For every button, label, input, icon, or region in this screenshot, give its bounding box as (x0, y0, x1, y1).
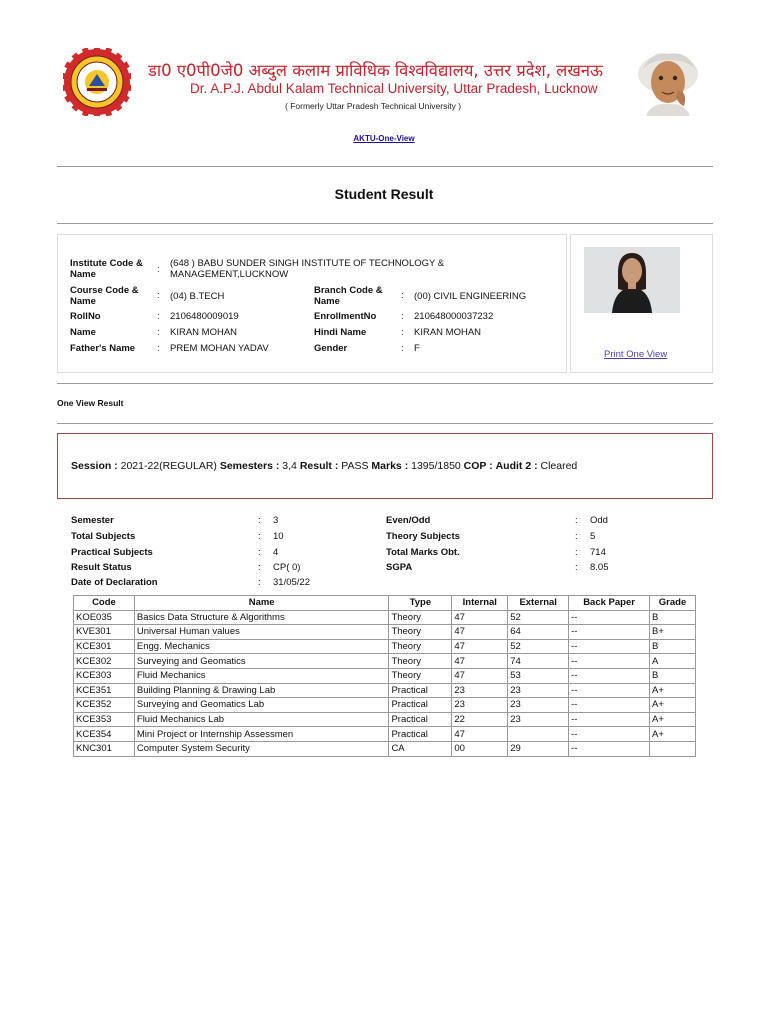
result-status-value: CP( 0) (273, 562, 301, 573)
aktu-one-view-link[interactable]: AKTU-One-View (353, 134, 415, 143)
gender-value: F (414, 343, 420, 354)
subject-type: CA (389, 741, 452, 756)
internal-marks: 23 (452, 698, 508, 713)
subject-code: KCE354 (74, 727, 135, 742)
colon: : (258, 577, 261, 588)
colon: : (401, 343, 404, 354)
semesters-value: 3,4 (282, 460, 297, 472)
subject-name: Computer System Security (134, 741, 389, 756)
internal-marks: 47 (452, 610, 508, 625)
grade: A+ (650, 712, 696, 727)
founder-portrait-image (632, 46, 702, 116)
name-label: Name (70, 327, 96, 338)
grade (650, 741, 696, 756)
back-paper: -- (569, 668, 650, 683)
internal-marks: 22 (452, 712, 508, 727)
table-row (74, 683, 696, 698)
even-odd-label: Even/Odd (386, 515, 431, 526)
student-photo-panel (570, 234, 713, 373)
audit-value: Cleared (540, 460, 578, 472)
grade: A+ (650, 698, 696, 713)
semesters-label: Semesters : (219, 460, 280, 472)
session-label: Session : (71, 460, 118, 472)
institute-label: Institute Code & Name (70, 258, 143, 280)
subject-type: Practical (389, 727, 452, 742)
table-row (74, 639, 696, 654)
subject-name: Surveying and Geomatics (134, 654, 389, 669)
colon: : (575, 515, 578, 526)
university-seal-logo (63, 48, 131, 116)
divider (57, 383, 713, 384)
session-summary-panel (57, 433, 713, 499)
subject-name: Mini Project or Internship Assessmen (134, 727, 389, 742)
internal-marks: 47 (452, 639, 508, 654)
external-marks: 23 (508, 683, 569, 698)
declaration-date-label: Date of Declaration (71, 577, 158, 588)
internal-marks: 47 (452, 654, 508, 669)
table-row (74, 712, 696, 727)
column-header-grade: Grade (650, 596, 696, 611)
column-header-code: Code (74, 596, 135, 611)
declaration-date-value: 31/05/22 (273, 577, 310, 588)
student-photo (584, 247, 680, 313)
colon: : (157, 343, 160, 354)
session-value: 2021-22(REGULAR) (120, 460, 217, 472)
result-value: PASS (341, 460, 369, 472)
colon: : (258, 547, 261, 558)
subject-type: Practical (389, 698, 452, 713)
audit-label: Audit 2 : (495, 460, 538, 472)
subject-code: KVE301 (74, 625, 135, 640)
column-header-type: Type (389, 596, 452, 611)
cop-label: COP : (463, 460, 493, 472)
internal-marks: 47 (452, 727, 508, 742)
branch-value: (00) CIVIL ENGINEERING (414, 291, 527, 302)
external-marks (508, 727, 569, 742)
father-name-value: PREM MOHAN YADAV (170, 343, 269, 354)
result-status-label: Result Status (71, 562, 132, 573)
colon: : (157, 290, 160, 301)
colon: : (258, 531, 261, 542)
external-marks: 74 (508, 654, 569, 669)
table-row (74, 654, 696, 669)
father-name-label: Father's Name (70, 343, 136, 354)
column-header-internal: Internal (452, 596, 508, 611)
table-row (74, 727, 696, 742)
subject-name: Fluid Mechanics Lab (134, 712, 389, 727)
external-marks: 23 (508, 698, 569, 713)
subject-code: KCE351 (74, 683, 135, 698)
theory-subjects-label: Theory Subjects (386, 531, 460, 542)
back-paper: -- (569, 683, 650, 698)
total-marks-value: 714 (590, 547, 606, 558)
table-row (74, 610, 696, 625)
university-formerly-note: ( Formerly Uttar Pradesh Technical University ) (285, 101, 462, 111)
back-paper: -- (569, 639, 650, 654)
external-marks: 23 (508, 712, 569, 727)
colon: : (575, 531, 578, 542)
course-label: Course Code & Name (70, 285, 139, 307)
divider (57, 223, 713, 224)
external-marks: 53 (508, 668, 569, 683)
session-summary-line (71, 460, 577, 472)
subject-type: Theory (389, 610, 452, 625)
divider (57, 166, 713, 167)
subject-name: Basics Data Structure & Algorithms (134, 610, 389, 625)
university-header (0, 40, 768, 120)
practical-subjects-label: Practical Subjects (71, 547, 153, 558)
rollno-value: 2106480009019 (170, 311, 239, 322)
colon: : (575, 547, 578, 558)
hindi-name-label: Hindi Name (314, 327, 367, 338)
marks-value: 1395/1850 (411, 460, 461, 472)
university-name-english: Dr. A.P.J. Abdul Kalam Technical University, Uttar Pradesh, Lucknow (190, 81, 598, 96)
sgpa-value: 8.05 (590, 562, 609, 573)
total-subjects-label: Total Subjects (71, 531, 136, 542)
enrollment-value: 210648000037232 (414, 311, 494, 322)
back-paper: -- (569, 610, 650, 625)
column-header-external: External (508, 596, 569, 611)
subject-code: KCE353 (74, 712, 135, 727)
subject-type: Theory (389, 668, 452, 683)
divider (57, 423, 713, 424)
colon: : (401, 290, 404, 301)
semester-value: 3 (273, 515, 279, 526)
one-view-result-heading: One View Result (57, 398, 124, 408)
column-header-name: Name (134, 596, 389, 611)
colon: : (575, 562, 578, 573)
grades-table (73, 595, 696, 757)
internal-marks: 23 (452, 683, 508, 698)
subject-name: Surveying and Geomatics Lab (134, 698, 389, 713)
external-marks: 52 (508, 610, 569, 625)
back-paper: -- (569, 727, 650, 742)
grade: A (650, 654, 696, 669)
internal-marks: 47 (452, 668, 508, 683)
subject-type: Theory (389, 654, 452, 669)
grade: A+ (650, 727, 696, 742)
university-name-hindi: डा0 ए0पी0जे0 अब्दुल कलाम प्राविधिक विश्वविद्यालय, उत्तर प्रदेश, लखनऊ (148, 61, 603, 80)
colon: : (401, 327, 404, 338)
grade: B (650, 610, 696, 625)
subject-code: KCE302 (74, 654, 135, 669)
name-value: KIRAN MOHAN (170, 327, 238, 338)
marks-label: Marks : (371, 460, 409, 472)
rollno-label: RollNo (70, 311, 101, 322)
total-marks-label: Total Marks Obt. (386, 547, 460, 558)
subject-name: Engg. Mechanics (134, 639, 389, 654)
column-header-back-paper: Back Paper (569, 596, 650, 611)
colon: : (157, 264, 160, 275)
subject-name: Fluid Mechanics (134, 668, 389, 683)
table-header-row (74, 596, 696, 611)
table-row (74, 698, 696, 713)
total-subjects-value: 10 (273, 531, 284, 542)
semester-label: Semester (71, 515, 114, 526)
back-paper: -- (569, 741, 650, 756)
subject-code: KCE301 (74, 639, 135, 654)
grade: A+ (650, 683, 696, 698)
table-row (74, 741, 696, 756)
subject-type: Practical (389, 683, 452, 698)
student-info-panel (57, 234, 567, 373)
colon: : (401, 311, 404, 322)
institute-value: (648 ) BABU SUNDER SINGH INSTITUTE OF TECHNOLOGY & MANAGEMENT,LUCKNOW (170, 258, 445, 280)
subject-type: Theory (389, 625, 452, 640)
result-label: Result : (299, 460, 339, 472)
grade: B (650, 639, 696, 654)
theory-subjects-value: 5 (590, 531, 596, 542)
table-row (74, 668, 696, 683)
colon: : (258, 515, 261, 526)
external-marks: 64 (508, 625, 569, 640)
internal-marks: 00 (452, 741, 508, 756)
back-paper: -- (569, 625, 650, 640)
subject-code: KNC301 (74, 741, 135, 756)
subject-name: Building Planning & Drawing Lab (134, 683, 389, 698)
external-marks: 29 (508, 741, 569, 756)
table-row (74, 625, 696, 640)
branch-label: Branch Code & Name (314, 285, 383, 307)
subject-type: Practical (389, 712, 452, 727)
internal-marks: 47 (452, 625, 508, 640)
grade: B (650, 668, 696, 683)
grade: B+ (650, 625, 696, 640)
subject-name: Universal Human values (134, 625, 389, 640)
back-paper: -- (569, 698, 650, 713)
back-paper: -- (569, 712, 650, 727)
gender-label: Gender (314, 343, 348, 354)
practical-subjects-value: 4 (273, 547, 279, 558)
colon: : (157, 327, 160, 338)
colon: : (157, 311, 160, 322)
print-one-view-link[interactable]: Print One View (604, 349, 668, 360)
sgpa-label: SGPA (386, 562, 413, 573)
even-odd-value: Odd (590, 515, 608, 526)
subject-code: KCE352 (74, 698, 135, 713)
page-title: Student Result (334, 186, 434, 202)
colon: : (258, 562, 261, 573)
back-paper: -- (569, 654, 650, 669)
subject-code: KOE035 (74, 610, 135, 625)
enrollment-label: EnrollmentNo (314, 311, 377, 322)
subject-type: Theory (389, 639, 452, 654)
subject-code: KCE303 (74, 668, 135, 683)
hindi-name-value: KIRAN MOHAN (414, 327, 482, 338)
external-marks: 52 (508, 639, 569, 654)
course-value: (04) B.TECH (170, 291, 225, 302)
